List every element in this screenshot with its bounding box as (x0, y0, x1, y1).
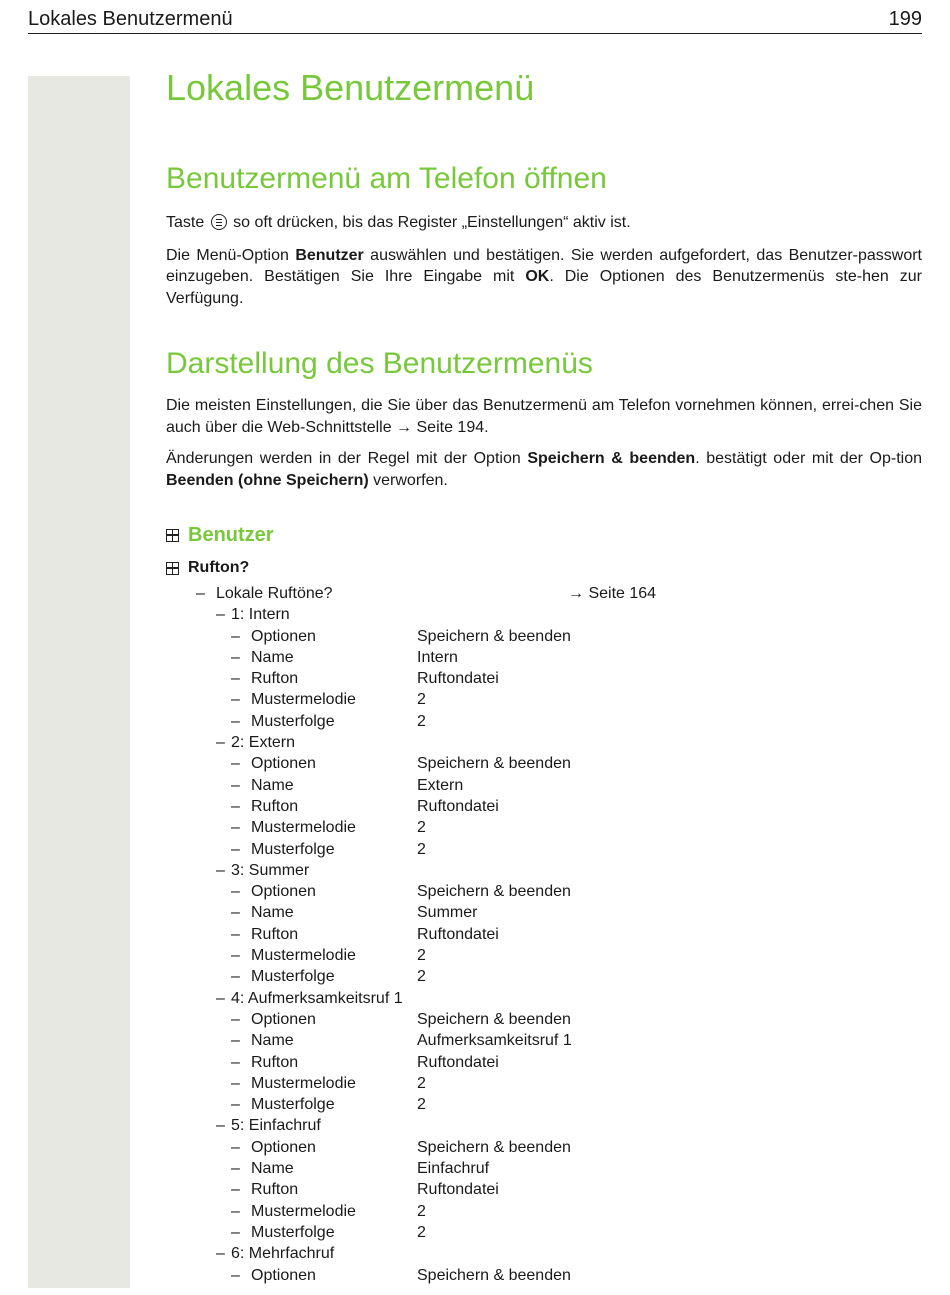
row-value: 2 (417, 1202, 426, 1220)
bold-term: Speichern & beenden (527, 450, 696, 467)
text-fragment: Die Menü-Option (166, 246, 296, 264)
row-label: 2: Extern (231, 734, 296, 752)
menu-tree-row (166, 711, 922, 732)
row-dash: – (231, 648, 240, 666)
text-fragment: so oft drücken, bis das Register „Einstellungen“ aktiv ist. (228, 214, 631, 231)
menu-tree-row (166, 626, 922, 647)
menu-tree-row (166, 902, 922, 923)
section-heading-display: Darstellung des Benutzermenüs (166, 347, 593, 380)
row-value: 2 (417, 712, 426, 730)
row-dash: – (216, 1245, 225, 1263)
row-dash: – (216, 989, 225, 1007)
menu-box-icon (166, 529, 179, 542)
row-value: Intern (417, 648, 458, 666)
row-label: Musterfolge (251, 1096, 335, 1114)
row-dash: – (231, 904, 240, 922)
row-dash: – (231, 883, 240, 901)
menu-tree-row (166, 583, 922, 604)
row-label: Optionen (251, 1010, 316, 1028)
text-fragment: . bestätigt oder mit der Op-tion (695, 450, 923, 467)
row-label: Name (251, 776, 294, 794)
row-value: 2 (417, 819, 426, 837)
paragraph-web-interface: Die meisten Einstellungen, die Sie über das Benutzermenü am Telefon vornehmen können, errei-chen Sie auch über die Web-Schnittstelle → Seite 194. (166, 397, 922, 436)
row-dash: – (231, 1138, 240, 1156)
row-dash: – (231, 776, 240, 794)
row-dash: – (231, 1202, 240, 1220)
row-value: Ruftondatei (417, 925, 499, 943)
row-dash: – (231, 1074, 240, 1092)
row-dash: – (231, 1032, 240, 1050)
row-value: Einfachruf (417, 1160, 490, 1178)
row-dash: – (231, 691, 240, 709)
row-label: 5: Einfachruf (231, 1117, 321, 1135)
row-value: Ruftondatei (417, 1181, 499, 1199)
row-dash: – (231, 1053, 240, 1071)
row-label: Name (251, 648, 294, 666)
submenu-heading-label: Rufton? (188, 559, 250, 576)
menu-tree-row (166, 753, 922, 774)
menu-tree-row (166, 1201, 922, 1222)
menu-tree-row (166, 1052, 922, 1073)
menu-tree-row (166, 839, 922, 860)
page-title: Lokales Benutzermenü (166, 67, 535, 108)
row-label: Musterfolge (251, 1223, 335, 1241)
menu-key-icon (211, 214, 227, 230)
menu-tree-row (166, 1009, 922, 1030)
row-label: Optionen (251, 627, 316, 645)
row-dash: – (216, 606, 225, 624)
menu-tree (166, 583, 922, 1286)
row-label: Rufton (251, 925, 299, 943)
row-value: Ruftondatei (417, 1053, 499, 1071)
row-value: Speichern & beenden (417, 1266, 571, 1284)
menu-tree-row (166, 604, 922, 625)
row-label: 3: Summer (231, 861, 310, 879)
row-label: Mustermelodie (251, 947, 356, 965)
row-dash: – (231, 797, 240, 815)
menu-tree-row (166, 775, 922, 796)
menu-tree-row (166, 647, 922, 668)
submenu-heading (166, 557, 922, 579)
paragraph-save-options (166, 448, 922, 491)
row-dash: – (231, 1223, 240, 1241)
row-dash: – (231, 1160, 240, 1178)
text-fragment: auswählen und bestätigen. Sie werden aufgefordert, das Benutzer-passwort einzugeben. Bestätigen Sie Ihre Eingabe mit (166, 246, 922, 285)
menu-tree-row (166, 988, 922, 1009)
row-value: Ruftondatei (417, 670, 499, 688)
row-dash: – (231, 1096, 240, 1114)
menu-tree-row (166, 881, 922, 902)
row-page-reference: → Seite 164 (568, 585, 657, 602)
row-dash: – (231, 1010, 240, 1028)
row-label: Mustermelodie (251, 819, 356, 837)
menu-tree-row (166, 1265, 922, 1286)
row-label: Mustermelodie (251, 1202, 356, 1220)
menu-heading (166, 521, 922, 549)
row-label: Optionen (251, 755, 316, 773)
row-dash: – (216, 734, 225, 752)
text-fragment: Taste (166, 214, 209, 231)
row-label: 4: Aufmerksamkeitsruf 1 (231, 989, 403, 1007)
row-dash: – (231, 712, 240, 730)
menu-tree-row (166, 817, 922, 838)
menu-tree-row (166, 1137, 922, 1158)
running-header (28, 6, 922, 34)
row-dash: – (231, 627, 240, 645)
row-dash: – (231, 925, 240, 943)
row-label: Mustermelodie (251, 691, 356, 709)
menu-tree-row (166, 945, 922, 966)
row-value: 2 (417, 840, 426, 858)
row-value: Speichern & beenden (417, 627, 571, 645)
row-label: Optionen (251, 1266, 316, 1284)
row-dash: – (231, 1266, 240, 1284)
header-title: Lokales Benutzermenü (28, 8, 233, 30)
menu-tree-row (166, 966, 922, 987)
row-value: Ruftondatei (417, 797, 499, 815)
text-fragment: . Die Optionen des Benutzermenüs ste-hen zur Verfügung. (166, 268, 922, 307)
margin-sidebar (28, 76, 130, 1288)
row-dash: – (231, 1181, 240, 1199)
row-label: 1: Intern (231, 606, 290, 624)
menu-tree-row (166, 1222, 922, 1243)
row-label: Musterfolge (251, 712, 335, 730)
row-label: Rufton (251, 670, 299, 688)
menu-tree-row (166, 796, 922, 817)
menu-tree-row (166, 732, 922, 753)
menu-tree-row (166, 1115, 922, 1136)
menu-tree-row (166, 1073, 922, 1094)
menu-tree-row (166, 860, 922, 881)
row-value: Speichern & beenden (417, 883, 571, 901)
row-value: 2 (417, 691, 426, 709)
row-label: Musterfolge (251, 968, 335, 986)
row-label: Rufton (251, 1181, 299, 1199)
text-fragment: verworfen. (368, 471, 448, 489)
row-label: Mustermelodie (251, 1074, 356, 1092)
menu-tree-row (166, 668, 922, 689)
row-value: Speichern & beenden (417, 1138, 571, 1156)
bold-term: Beenden (ohne Speichern) (166, 471, 369, 489)
menu-tree-row (166, 1158, 922, 1179)
menu-tree-row (166, 1179, 922, 1200)
bold-term: Benutzer (295, 246, 364, 264)
menu-heading-label: Benutzer (188, 524, 274, 546)
row-dash: – (196, 585, 205, 602)
row-dash: – (231, 947, 240, 965)
menu-tree-row (166, 1030, 922, 1051)
page-number: 199 (888, 8, 922, 30)
page-content (166, 62, 922, 1286)
row-dash: – (231, 968, 240, 986)
row-label: Name (251, 1160, 294, 1178)
row-dash: – (216, 861, 225, 879)
row-dash: – (216, 1117, 225, 1135)
row-value: 2 (417, 1074, 426, 1092)
menu-tree-row (166, 1094, 922, 1115)
menu-tree-row (166, 924, 922, 945)
paragraph-press-key (166, 212, 922, 234)
menu-tree-row (166, 1243, 922, 1264)
paragraph-select-user (166, 245, 922, 310)
row-label: Optionen (251, 883, 316, 901)
row-label: Optionen (251, 1138, 316, 1156)
row-value: 2 (417, 947, 426, 965)
row-dash: – (231, 670, 240, 688)
row-label: Name (251, 1032, 294, 1050)
row-label: 6: Mehrfachruf (231, 1245, 335, 1263)
bold-term: OK (525, 268, 550, 285)
row-value: Speichern & beenden (417, 755, 571, 773)
row-dash: – (231, 840, 240, 858)
menu-tree-row (166, 689, 922, 710)
row-value: Aufmerksamkeitsruf 1 (417, 1032, 572, 1050)
row-label: Name (251, 904, 294, 922)
row-label: Musterfolge (251, 840, 335, 858)
row-dash: – (231, 755, 240, 773)
row-label: Rufton (251, 797, 299, 815)
text-fragment: Änderungen werden in der Regel mit der Option (166, 450, 528, 467)
section-heading-open-menu: Benutzermenü am Telefon öffnen (166, 162, 607, 195)
row-label: Rufton (251, 1053, 299, 1071)
menu-box-icon (166, 562, 179, 575)
row-value: Speichern & beenden (417, 1010, 571, 1028)
row-value: Extern (417, 776, 464, 794)
row-dash: – (231, 819, 240, 837)
row-value: Summer (417, 904, 478, 922)
row-value: 2 (417, 1096, 426, 1114)
row-value: 2 (417, 968, 426, 986)
row-value: 2 (417, 1223, 426, 1241)
row-label: Lokale Ruftöne? (216, 585, 333, 602)
